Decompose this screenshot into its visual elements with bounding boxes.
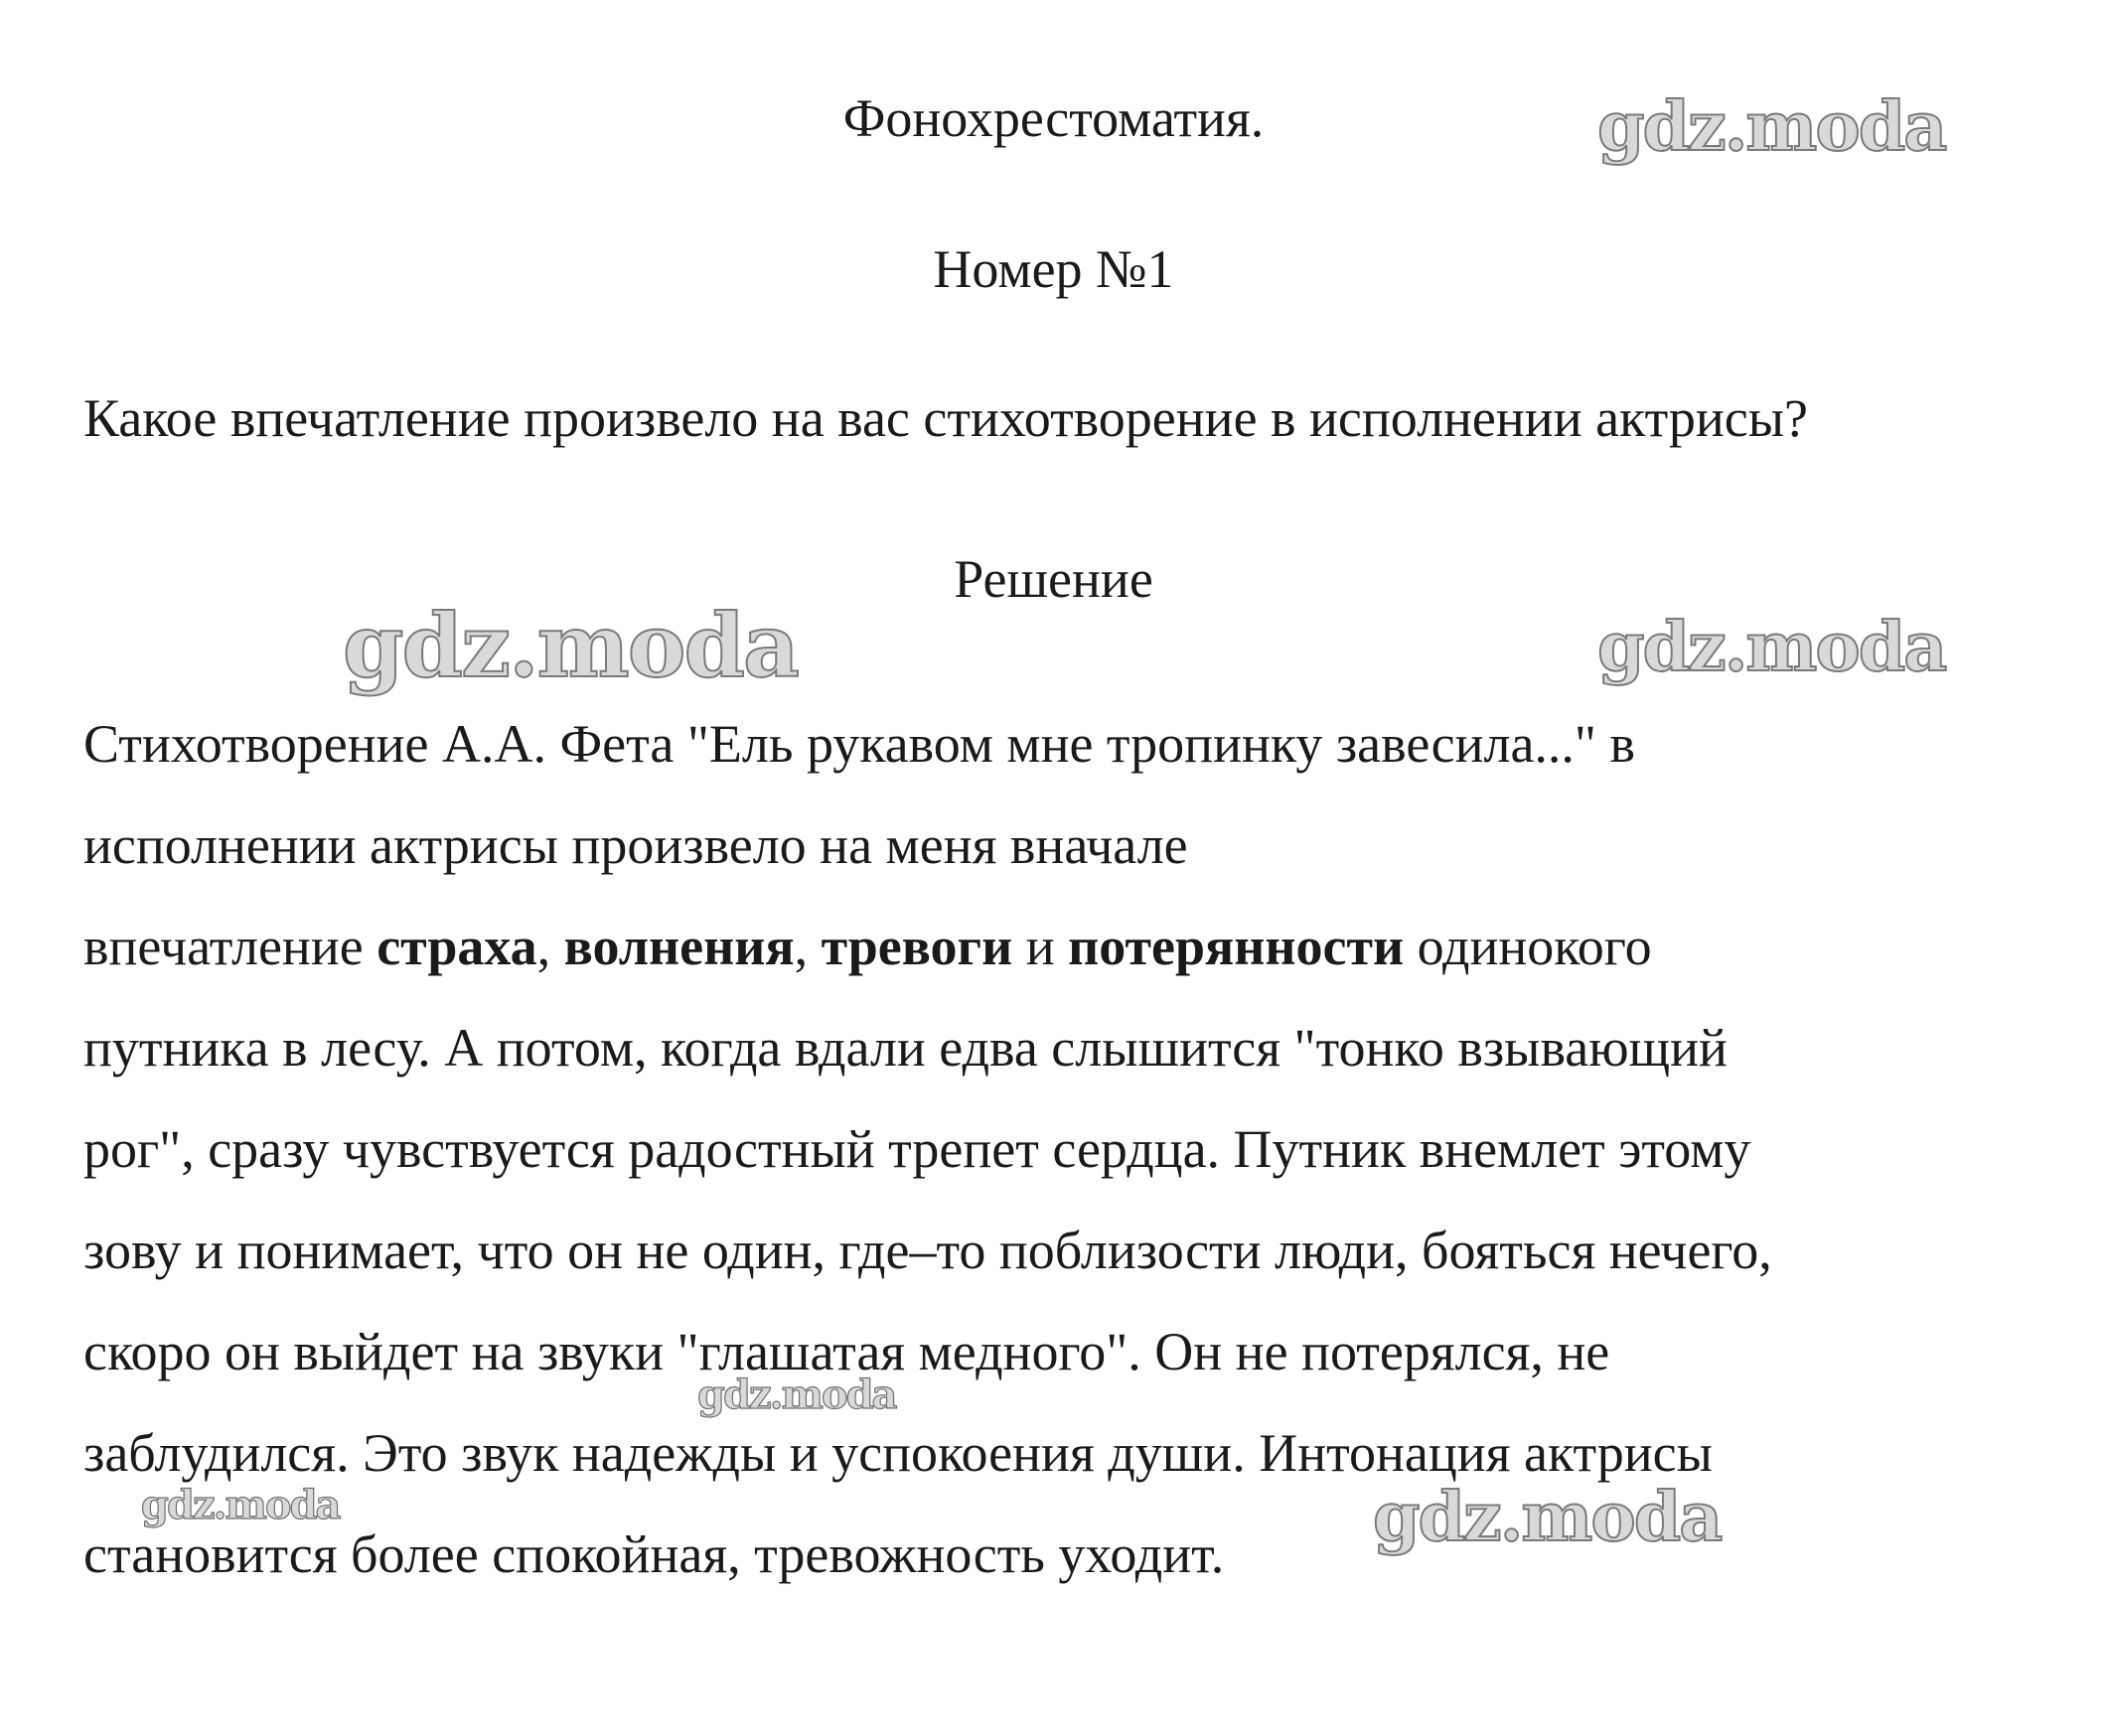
emphasis-lostness: потерянности xyxy=(1068,917,1405,976)
solution-heading: Решение xyxy=(954,549,1153,609)
watermark-logo: gdz.moda xyxy=(697,1372,896,1418)
answer-line-8: заблудился. Это звук надежды и успокоения души. Интонация актрисы xyxy=(83,1423,1713,1483)
answer-line-3 xyxy=(83,917,1652,976)
answer-line-3-text-2: , xyxy=(536,917,564,976)
watermark-logo: gdz.moda xyxy=(1373,1478,1722,1557)
answer-line-5: рог", сразу чувствуется радостный трепет сердца. Путник внемлет этому xyxy=(83,1119,1751,1179)
answer-line-6: зову и понимает, что он не один, где–то поблизости люди, бояться нечего, xyxy=(83,1221,1772,1280)
answer-line-1: Стихотворение А.А. Фета "Ель рукавом мне тропинку завесила..." в xyxy=(83,714,1635,774)
answer-line-7: скоро он выйдет на звуки "глашатая медного". Он не потерялся, не xyxy=(83,1322,1610,1381)
emphasis-excitement: волнения xyxy=(563,917,795,976)
question-text: Какое впечатление произвело на вас стихотворение в исполнении актрисы? xyxy=(83,388,1808,448)
answer-line-9: становится более спокойная, тревожность уходит. xyxy=(83,1524,1225,1584)
answer-line-4: путника в лесу. А потом, когда вдали едва слышится "тонко взывающий xyxy=(83,1018,1728,1078)
answer-line-3-text-3: , xyxy=(794,917,822,976)
watermark-logo: gdz.moda xyxy=(1597,608,1946,687)
watermark-logo: gdz.moda xyxy=(1597,87,1946,167)
answer-line-3-text-4: и xyxy=(1012,917,1069,976)
exercise-number: Номер №1 xyxy=(933,239,1174,299)
answer-line-2: исполнении актрисы произвело на меня вначале xyxy=(83,815,1188,875)
emphasis-fear: страха xyxy=(376,917,537,976)
page-title: Фонохрестоматия. xyxy=(842,88,1265,148)
answer-line-3-text-1: впечатление xyxy=(83,917,377,976)
watermark-logo: gdz.moda xyxy=(141,1482,340,1528)
watermark-logo: gdz.moda xyxy=(343,594,799,697)
answer-line-3-text-5: одинокого xyxy=(1404,917,1652,976)
emphasis-anxiety: тревоги xyxy=(821,917,1013,976)
